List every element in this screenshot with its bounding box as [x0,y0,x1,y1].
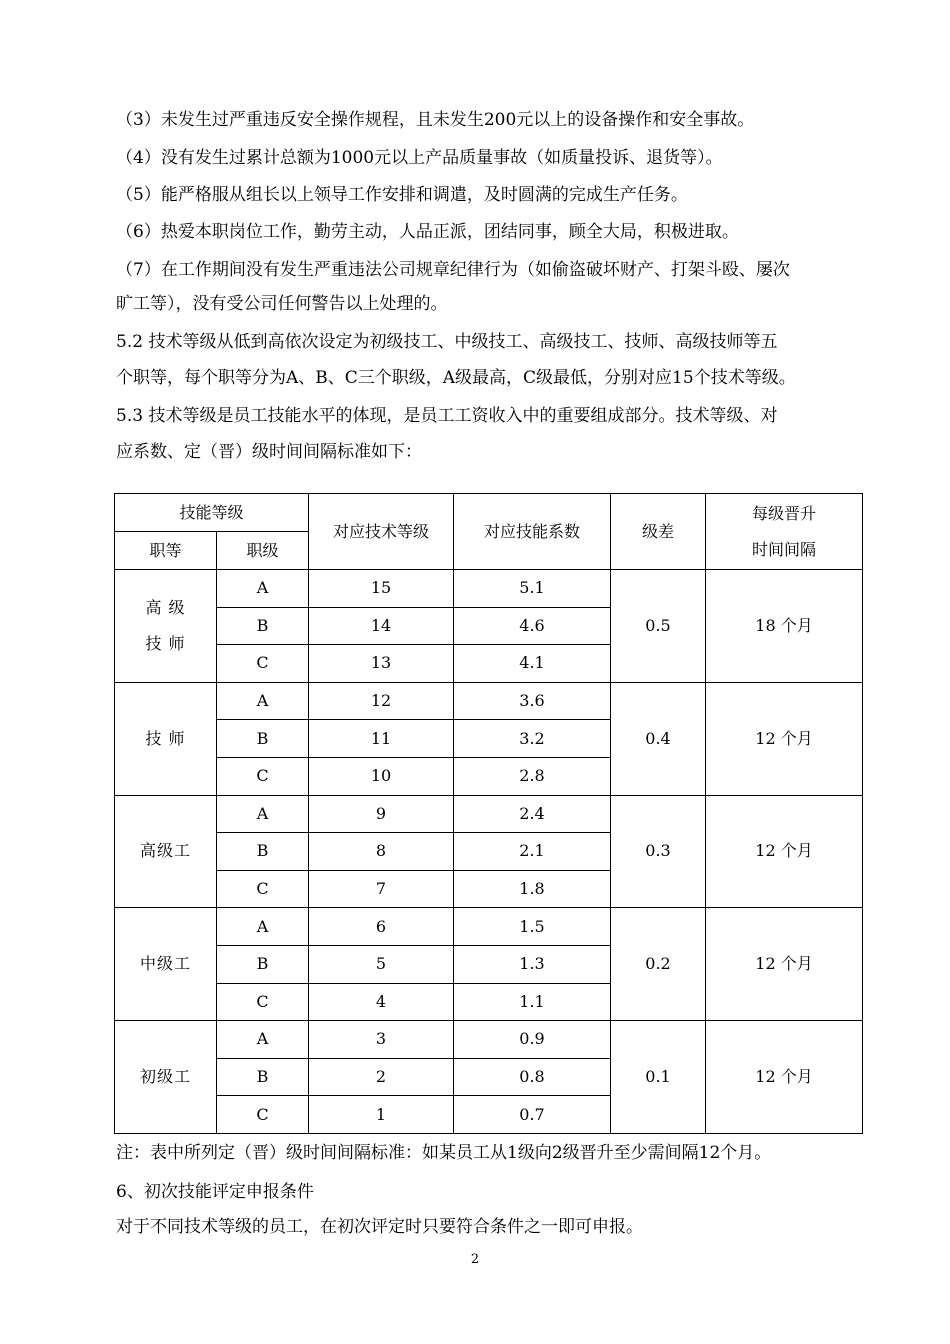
level-diff-cell: 0.5 [611,570,706,683]
coefficient-cell: 0.7 [454,1096,611,1134]
job-rank-label: 技 师 [145,633,186,653]
promotion-interval-cell: 18 个月 [706,570,863,683]
level-diff-cell: 0.4 [611,682,706,795]
paragraph-condition-7-line2: 旷工等），没有受公司任何警告以上处理的。 [116,294,448,314]
job-rank-label: 初级工 [139,1067,191,1087]
header-level-diff: 级差 [611,494,706,570]
header-job-grade: 职级 [217,532,309,570]
coefficient-cell: 3.2 [454,720,611,758]
coefficient-cell: 4.1 [454,645,611,683]
paragraph-5-3-line1: 5.3 技术等级是员工技能水平的体现，是员工工资收入中的重要组成部分。技术等级、对 [116,406,778,426]
header-skill-level: 技能等级 [115,494,309,532]
paragraph-5-3-line2: 应系数、定（晋）级时间间隔标准如下： [116,442,422,462]
header-promotion-interval [706,494,863,570]
level-diff-cell: 0.2 [611,908,706,1021]
tech-level-cell: 7 [309,870,454,908]
paragraph-condition-5: （5）能严格服从组长以上领导工作安排和调遣，及时圆满的完成生产任务。 [116,185,688,205]
promotion-interval-cell: 12 个月 [706,908,863,1021]
tech-level-cell: 12 [309,682,454,720]
section-6-text: 对于不同技术等级的员工，在初次评定时只要符合条件之一即可申报。 [116,1217,643,1237]
job-rank-label: 中级工 [139,954,191,974]
paragraph-condition-6: （6）热爱本职岗位工作，勤劳主动，人品正派，团结同事，顾全大局，积极进取。 [116,222,739,242]
promotion-interval-cell: 12 个月 [706,795,863,908]
skill-grade-table [114,493,863,1134]
promotion-interval-cell: 12 个月 [706,682,863,795]
job-grade-cell: B [217,945,309,983]
job-rank-label: 高级工 [139,841,191,861]
tech-level-cell: 3 [309,1021,454,1059]
table-row [115,682,863,720]
job-rank-label: 技 师 [145,728,186,748]
job-grade-cell: B [217,607,309,645]
paragraph-5-2-line2: 个职等，每个职等分为A、B、C三个职级，A级最高，C级最低，分别对应15个技术等级。 [116,368,796,388]
tech-level-cell: 2 [309,1058,454,1096]
table-note: 注：表中所列定（晋）级时间间隔标准：如某员工从1级向2级晋升至少需间隔12个月。 [116,1143,772,1163]
tech-level-cell: 5 [309,945,454,983]
coefficient-cell: 5.1 [454,570,611,608]
tech-level-cell: 10 [309,757,454,795]
paragraph-condition-3: （3）未发生过严重违反安全操作规程，且未发生200元以上的设备操作和安全事故。 [116,110,755,130]
header-job-rank: 职等 [115,532,217,570]
coefficient-cell: 1.1 [454,983,611,1021]
coefficient-cell: 1.8 [454,870,611,908]
job-grade-cell: C [217,870,309,908]
header-interval-line1: 每级晋升 [751,503,816,523]
coefficient-cell: 1.3 [454,945,611,983]
section-6-title: 6、初次技能评定申报条件 [116,1182,314,1202]
coefficient-cell: 2.8 [454,757,611,795]
coefficient-cell: 0.8 [454,1058,611,1096]
job-grade-cell: B [217,1058,309,1096]
paragraph-condition-7-line1: （7）在工作期间没有发生严重违法公司规章纪律行为（如偷盗破坏财产、打架斗殴、屡次 [116,260,790,280]
job-rank-cell [115,570,217,683]
coefficient-cell: 0.9 [454,1021,611,1059]
header-interval-line2: 时间间隔 [751,539,816,559]
job-grade-cell: C [217,757,309,795]
tech-level-cell: 11 [309,720,454,758]
job-grade-cell: B [217,833,309,871]
job-grade-cell: B [217,720,309,758]
paragraph-5-2-line1: 5.2 技术等级从低到高依次设定为初级技工、中级技工、高级技工、技师、高级技师等五 [116,332,778,352]
job-rank-cell [115,682,217,795]
page-number: 2 [470,1252,480,1267]
level-diff-cell: 0.3 [611,795,706,908]
job-grade-cell: A [217,1021,309,1059]
job-grade-cell: C [217,983,309,1021]
tech-level-cell: 15 [309,570,454,608]
coefficient-cell: 2.1 [454,833,611,871]
job-rank-cell [115,908,217,1021]
job-grade-cell: C [217,1096,309,1134]
table-row [115,570,863,608]
table-row [115,908,863,946]
coefficient-cell: 4.6 [454,607,611,645]
tech-level-cell: 8 [309,833,454,871]
tech-level-cell: 6 [309,908,454,946]
job-grade-cell: A [217,795,309,833]
coefficient-cell: 2.4 [454,795,611,833]
coefficient-cell: 1.5 [454,908,611,946]
job-rank-cell [115,1021,217,1134]
tech-level-cell: 1 [309,1096,454,1134]
level-diff-cell: 0.1 [611,1021,706,1134]
promotion-interval-cell: 12 个月 [706,1021,863,1134]
table-header-row [115,494,863,532]
tech-level-cell: 13 [309,645,454,683]
table-row [115,795,863,833]
table-row [115,1021,863,1059]
paragraph-condition-4: （4）没有发生过累计总额为1000元以上产品质量事故（如质量投诉、退货等）。 [116,148,723,168]
header-coefficient: 对应技能系数 [454,494,611,570]
job-grade-cell: A [217,570,309,608]
job-grade-cell: A [217,908,309,946]
job-rank-cell [115,795,217,908]
header-tech-level: 对应技术等级 [309,494,454,570]
tech-level-cell: 14 [309,607,454,645]
tech-level-cell: 4 [309,983,454,1021]
tech-level-cell: 9 [309,795,454,833]
coefficient-cell: 3.6 [454,682,611,720]
job-grade-cell: A [217,682,309,720]
job-rank-label: 高 级 [145,597,186,617]
job-grade-cell: C [217,645,309,683]
